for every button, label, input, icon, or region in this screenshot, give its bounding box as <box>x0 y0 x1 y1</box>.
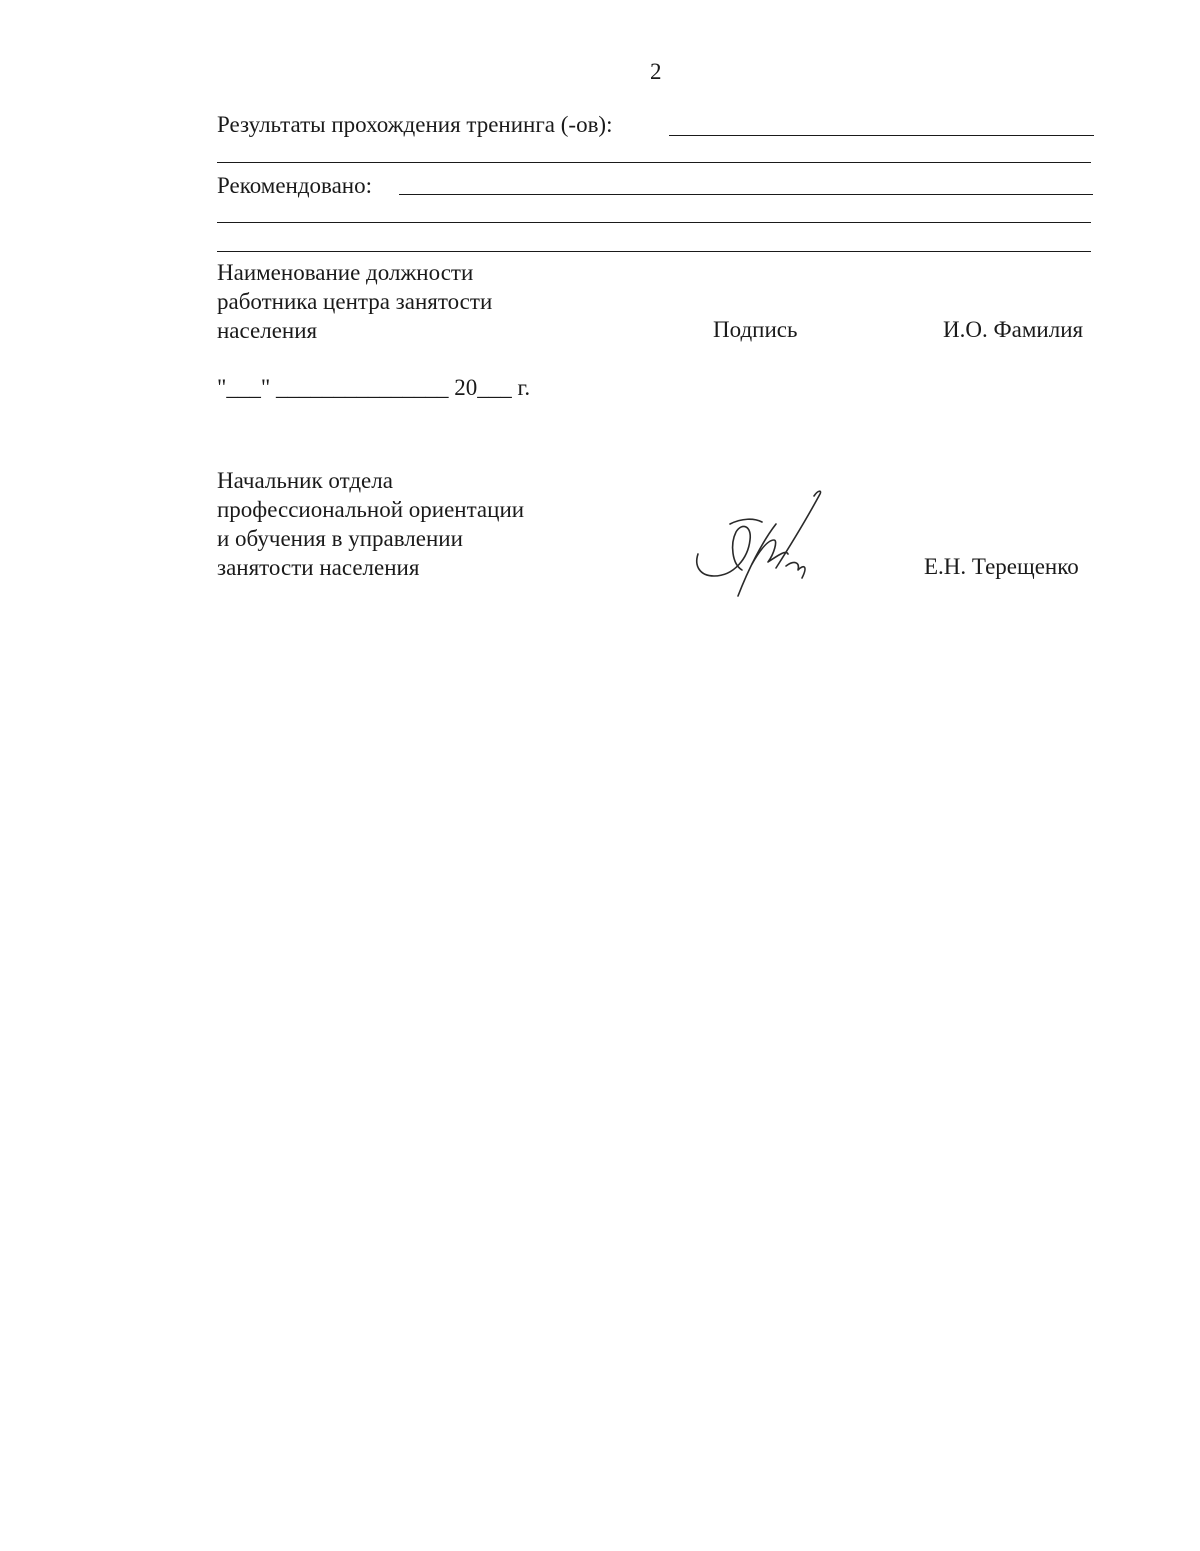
date-day-open-quote: " <box>217 375 227 400</box>
employee-position-line: населения <box>217 318 318 343</box>
head-position-line: Начальник отдела <box>217 468 393 493</box>
head-position-line: и обучения в управлении <box>217 526 463 551</box>
handwritten-signature <box>690 484 830 602</box>
date-year-blank[interactable]: ___ <box>477 375 512 400</box>
date-year-suffix: г. <box>517 375 531 400</box>
head-name: Е.Н. Терещенко <box>924 554 1079 579</box>
head-position-block <box>217 466 524 582</box>
results-fill-line[interactable] <box>669 135 1094 136</box>
employee-position-line: Наименование должности <box>217 260 474 285</box>
date-day-blank[interactable]: ___ <box>226 375 261 400</box>
date-month-blank[interactable]: _______________ <box>276 375 449 400</box>
employee-position-line: работника центра занятости <box>217 289 493 314</box>
date-line <box>217 376 530 399</box>
employee-position-block <box>217 258 492 345</box>
recommended-label: Рекомендовано: <box>217 173 373 198</box>
results-continuation-line[interactable] <box>217 162 1091 163</box>
signature-caption: Подпись <box>713 317 798 342</box>
name-caption: И.О. Фамилия <box>943 317 1084 342</box>
recommended-continuation-line-2[interactable] <box>217 251 1091 252</box>
head-position-line: занятости населения <box>217 555 420 580</box>
date-day-close-quote: " <box>260 375 271 400</box>
recommended-fill-line[interactable] <box>399 194 1093 195</box>
head-position-line: профессиональной ориентации <box>217 497 525 522</box>
date-year-prefix: 20 <box>454 375 478 400</box>
page-number: 2 <box>650 59 662 84</box>
results-label: Результаты прохождения тренинга (-ов): <box>217 112 613 137</box>
recommended-continuation-line-1[interactable] <box>217 222 1091 223</box>
